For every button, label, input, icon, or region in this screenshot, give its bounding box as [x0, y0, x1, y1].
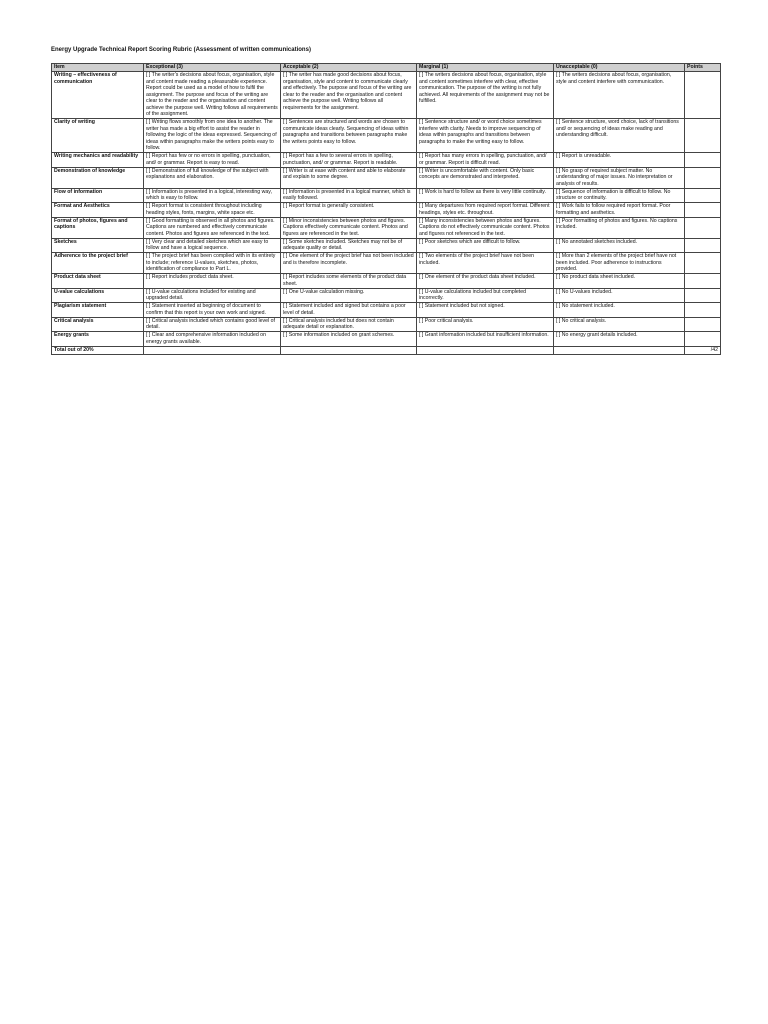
- row-marginal: [ ] Grant information included but insufficient information.: [417, 332, 554, 347]
- row-item: Sketches: [52, 238, 144, 253]
- row-unacceptable: [ ] No annotated sketches included.: [554, 238, 685, 253]
- row-unacceptable: [ ] No energy grant details included.: [554, 332, 685, 347]
- row-acceptable: [ ] Critical analysis included but does not contain adequate detail or explanation.: [281, 317, 417, 332]
- row-exceptional: [ ] Demonstration of full knowledge of the subject with explanations and elaboration.: [144, 167, 281, 188]
- row-acceptable: [ ] Information is presented in a logical manner, which is easily followed.: [281, 188, 417, 203]
- row-unacceptable: [ ] No statement included.: [554, 303, 685, 318]
- row-acceptable: [ ] Statement included and signed but contains a poor level of detail.: [281, 303, 417, 318]
- row-exceptional: [ ] Very clear and detailed sketches which are easy to follow and have a logical sequence.: [144, 238, 281, 253]
- row-unacceptable: [ ] No U-values included.: [554, 288, 685, 303]
- row-item: Demonstration of knowledge: [52, 167, 144, 188]
- total-row: [52, 346, 721, 354]
- table-row: [52, 72, 721, 119]
- row-acceptable: [ ] Sentences are structured and words are chosen to communicate ideas clearly. Sequencing of ideas within paragraphs and transitions between paragraphs make the writers points easy to follow.: [281, 119, 417, 153]
- row-marginal: [ ] Many inconsistencies between photos and figures. Captions do not effectively communicate content. Photos and figures not referenced in the text.: [417, 217, 554, 238]
- row-points[interactable]: [685, 253, 721, 274]
- header-unacceptable: Unacceptable (0): [554, 64, 685, 72]
- header-points: Points: [685, 64, 721, 72]
- header-acceptable: Acceptable (2): [281, 64, 417, 72]
- row-item: Critical analysis: [52, 317, 144, 332]
- row-unacceptable: [ ] Report is unreadable.: [554, 153, 685, 168]
- row-acceptable: [ ] The writer has made good decisions about focus, organisation, style and content to communicate clearly and effectively. The purpose and focus of the writing are clear to the reader and the organisation and content achieve the purpose well. Writing follows all requirements for the assignment.: [281, 72, 417, 119]
- row-item: Writing – effectiveness of communication: [52, 72, 144, 119]
- row-unacceptable: [ ] Sentence structure, word choice, lack of transitions and/ or sequencing of ideas make reading and understanding difficult.: [554, 119, 685, 153]
- table-row: [52, 119, 721, 153]
- table-row: [52, 253, 721, 274]
- row-marginal: [ ] Work is hard to follow as there is very little continuity.: [417, 188, 554, 203]
- table-row: [52, 288, 721, 303]
- row-exceptional: [ ] Report has few or no errors in spelling, punctuation, and/ or grammar. Report is easy to read.: [144, 153, 281, 168]
- table-row: [52, 332, 721, 347]
- header-marginal: Marginal (1): [417, 64, 554, 72]
- row-marginal: [ ] Poor sketches which are difficult to follow.: [417, 238, 554, 253]
- table-row: [52, 188, 721, 203]
- row-marginal: [ ] One element of the product data sheet included.: [417, 274, 554, 289]
- table-row: [52, 217, 721, 238]
- table-row: [52, 153, 721, 168]
- row-acceptable: [ ] One U-value calculation missing.: [281, 288, 417, 303]
- table-row: [52, 203, 721, 218]
- row-points[interactable]: [685, 188, 721, 203]
- row-marginal: [ ] Poor critical analysis.: [417, 317, 554, 332]
- row-item: Product data sheet: [52, 274, 144, 289]
- row-points[interactable]: [685, 203, 721, 218]
- row-unacceptable: [ ] Sequence of information is difficult to follow. No structure or continuity.: [554, 188, 685, 203]
- row-unacceptable: [ ] No critical analysis.: [554, 317, 685, 332]
- row-exceptional: [ ] Statement inserted at beginning of document to confirm that this report is your own work and signed.: [144, 303, 281, 318]
- row-acceptable: [ ] Minor inconsistencies between photos and figures. Captions effectively communicate content. Photos and figures are referenced in the text.: [281, 217, 417, 238]
- row-exceptional: [ ] Good formatting is observed in all photos and figures. Captions are numbered and effectively communicate content. Photos and figures are referenced in the text.: [144, 217, 281, 238]
- row-item: Clarity of writing: [52, 119, 144, 153]
- row-item: Plagiarism statement: [52, 303, 144, 318]
- row-points[interactable]: [685, 238, 721, 253]
- row-acceptable: [ ] Report has a few to several errors in spelling, punctuation, and/ or grammar. Report is readable.: [281, 153, 417, 168]
- header-exceptional: Exceptional (3): [144, 64, 281, 72]
- row-points[interactable]: [685, 274, 721, 289]
- row-points[interactable]: [685, 332, 721, 347]
- row-acceptable: [ ] One element of the project brief has not been included and is therefore incomplete.: [281, 253, 417, 274]
- table-row: [52, 317, 721, 332]
- row-marginal: [ ] Statement included but not signed.: [417, 303, 554, 318]
- row-exceptional: [ ] Clear and comprehensive information included on energy grants available.: [144, 332, 281, 347]
- row-item: U-value calculations: [52, 288, 144, 303]
- row-marginal: [ ] The writers decisions about focus, organisation, style and content sometimes interfere with clear, effective communication. The purpose of the writing is not fully achieved. All requirements of the assignment may not be fulfilled.: [417, 72, 554, 119]
- row-exceptional: [ ] Report includes product data sheet.: [144, 274, 281, 289]
- row-marginal: [ ] Sentence structure and/ or word choice sometimes interfere with clarity. Needs to improve sequencing of ideas within paragraphs and transitions between paragraphs to make the writing easy to follow.: [417, 119, 554, 153]
- table-row: [52, 303, 721, 318]
- row-marginal: [ ] Writer is uncomfortable with content. Only basic concepts are demonstrated and interpreted.: [417, 167, 554, 188]
- row-points[interactable]: [685, 153, 721, 168]
- row-exceptional: [ ] The project brief has been complied with in its entirety to include; reference U-values, sketches, photos, identification of compliance to Part L.: [144, 253, 281, 274]
- row-item: Flow of information: [52, 188, 144, 203]
- document-title: Energy Upgrade Technical Report Scoring Rubric (Assessment of written communications): [51, 47, 311, 53]
- row-points[interactable]: [685, 217, 721, 238]
- row-item: Format of photos, figures and captions: [52, 217, 144, 238]
- row-exceptional: [ ] Report format is consistent throughout including heading styles, fonts, margins, white space etc.: [144, 203, 281, 218]
- table-header-row: [52, 64, 721, 72]
- row-unacceptable: [ ] The writers decisions about focus, organisation, style and content interfere with communication.: [554, 72, 685, 119]
- row-exceptional: [ ] U-value calculations included for existing and upgraded detail.: [144, 288, 281, 303]
- row-unacceptable: [ ] More than 2 elements of the project brief have not been included. Poor adherence to instructions provided.: [554, 253, 685, 274]
- row-marginal: [ ] U-value calculations included but completed incorrectly.: [417, 288, 554, 303]
- row-marginal: [ ] Report has many errors in spelling, punctuation, and/ or grammar. Report is difficult read.: [417, 153, 554, 168]
- row-acceptable: [ ] Report format is generally consistent.: [281, 203, 417, 218]
- rubric-page: [51, 46, 720, 355]
- row-acceptable: [ ] Some information included on grant schemes.: [281, 332, 417, 347]
- row-item: Writing mechanics and readability: [52, 153, 144, 168]
- row-acceptable: [ ] Some sketches included. Sketches may not be of adequate quality or detail.: [281, 238, 417, 253]
- row-unacceptable: [ ] Work fails to follow required report format. Poor formatting and aesthetics.: [554, 203, 685, 218]
- row-marginal: [ ] Two elements of the project brief have not been included.: [417, 253, 554, 274]
- row-exceptional: [ ] Information is presented in a logical, interesting way, which is easy to follow.: [144, 188, 281, 203]
- total-label: Total out of 20%: [52, 346, 144, 354]
- table-row: [52, 238, 721, 253]
- row-acceptable: [ ] Writer is at ease with content and able to elaborate and explain to some degree.: [281, 167, 417, 188]
- total-points[interactable]: /42: [685, 346, 721, 354]
- row-points[interactable]: [685, 72, 721, 119]
- row-exceptional: [ ] Writing flows smoothly from one idea to another. The writer has made a big effort to assist the reader in following the logic of the ideas expressed. Sequencing of ideas within paragraphs make the writers points easy to follow.: [144, 119, 281, 153]
- row-unacceptable: [ ] Poor formatting of photos and figures. No captions included.: [554, 217, 685, 238]
- scoring-rubric-table: [51, 63, 721, 355]
- table-row: [52, 167, 721, 188]
- row-unacceptable: [ ] No grasp of required subject matter. No understanding of major issues. No interpretation or analysis of results.: [554, 167, 685, 188]
- row-item: Format and Aesthetics: [52, 203, 144, 218]
- row-unacceptable: [ ] No product data sheet included.: [554, 274, 685, 289]
- row-exceptional: [ ] Critical analysis included which contains good level of detail.: [144, 317, 281, 332]
- table-row: [52, 274, 721, 289]
- row-points[interactable]: [685, 119, 721, 153]
- row-acceptable: [ ] Report includes some elements of the product data sheet.: [281, 274, 417, 289]
- row-points[interactable]: [685, 317, 721, 332]
- row-points[interactable]: [685, 167, 721, 188]
- row-exceptional: [ ] The writer's decisions about focus, organisation, style and content made reading a pleasurable experience. Report could be used as a model of how to fulfil the assignment. The purpose and focus of the writing are clear to the reader and the organisation and content achieve the purpose well. Writing follows all requirements of the assignment.: [144, 72, 281, 119]
- row-points[interactable]: [685, 303, 721, 318]
- row-item: Energy grants: [52, 332, 144, 347]
- header-item: Item: [52, 64, 144, 72]
- row-item: Adherence to the project brief: [52, 253, 144, 274]
- row-points[interactable]: [685, 288, 721, 303]
- row-marginal: [ ] Many departures from required report format. Different headings, styles etc. throughout.: [417, 203, 554, 218]
